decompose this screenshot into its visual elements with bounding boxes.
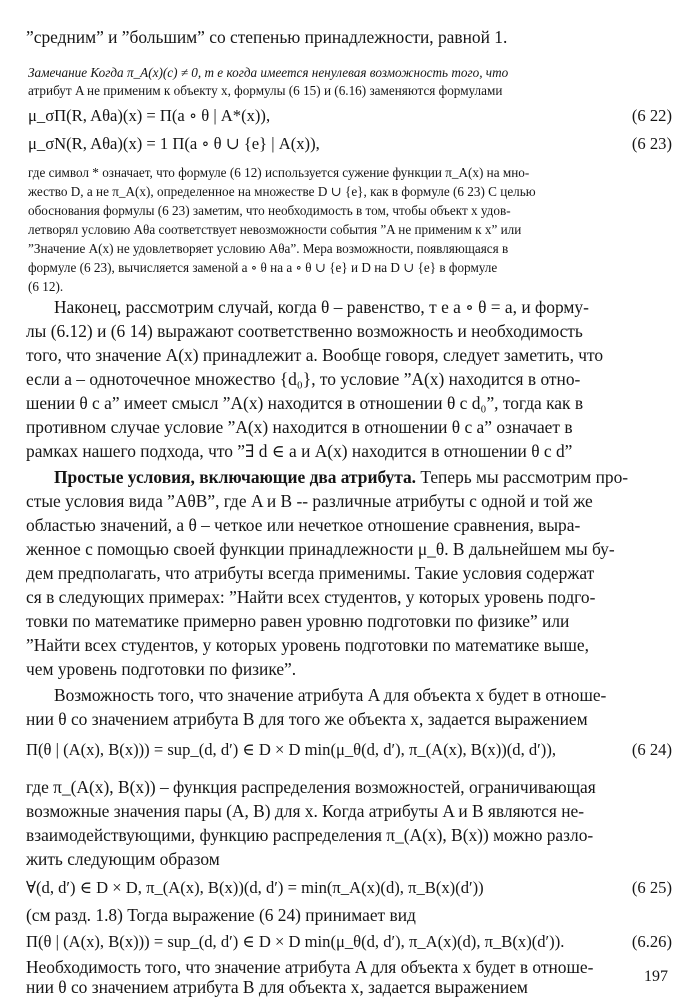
text-line: возможные значения пары (A, B) для x. Когда атрибуты A и B являются не- xyxy=(26,801,585,821)
remark-line: Замечание Когда π_A(x)(c) ≠ 0, т е когда имеется ненулевая возможность того, что xyxy=(28,65,509,80)
remark-line: формуле (6 23), вычисляется заменой a ∘ θ на a ∘ θ ∪ {e} и D на D ∪ {e} в формуле xyxy=(28,260,498,275)
text-line: противном случае условие ”A(x) находится в отношении θ c a” означает в xyxy=(26,417,573,437)
text-line: Наконец, рассмотрим случай, когда θ – равенство, т е a ∘ θ = a, и форму- xyxy=(54,297,589,317)
formula-text: μ_σΠ(R, Aθa)(x) = Π(a ∘ θ | A*(x)), xyxy=(28,106,271,125)
formula-6-22 xyxy=(28,104,672,128)
remark-line: (6 12). xyxy=(28,279,64,294)
equation-number: (6 24) xyxy=(631,740,672,759)
text-line: (см разд. 1.8) Тогда выражение (6 24) принимает вид xyxy=(26,905,416,925)
text-line: Возможность того, что значение атрибута A для объекта x будет в отноше- xyxy=(54,685,607,705)
text-line: областью значений, а θ – четкое или нечеткое отношение сравнения, выра- xyxy=(26,515,581,535)
text-span: Теперь мы рассмотрим про- xyxy=(416,467,629,487)
page-number: 197 xyxy=(644,968,668,985)
text-line: рамках нашего подхода, что ”∃ d ∈ a и A(x) находится в отношении θ c d” xyxy=(26,441,573,461)
remark-line: жество D, а не π_A(x), определенное на множестве D ∪ {e}, как в формуле (6 23) С целью xyxy=(28,184,536,199)
equation-number: (6 22) xyxy=(631,106,672,125)
text-line: нии θ со значением атрибута B для того же объекта x, задается выражением xyxy=(26,709,588,729)
text-line: чем уровень подготовки по физике”. xyxy=(26,659,297,679)
formula-text: Π(θ | (A(x), B(x))) = sup_(d, d′) ∈ D × D min(μ_θ(d, d′), π_A(x)(d), π_B(x)(d′)). xyxy=(26,932,565,951)
equation-number: (6.26) xyxy=(631,932,672,951)
text-line: взаимодействующими, функцию распределения π_(A(x), B(x)) можно разло- xyxy=(26,825,594,845)
equation-number: (6 23) xyxy=(631,134,672,153)
text-line: жить следующим образом xyxy=(26,849,220,869)
text-line: ся в следующих примерах: ”Найти всех студентов, у которых уровень подго- xyxy=(26,587,596,607)
section-heading: Простые условия, включающие два атрибута. xyxy=(54,467,417,487)
formula-6-23 xyxy=(28,132,672,156)
text-line: ”Найти всех студентов, у которых уровень подготовки по математике выше, xyxy=(26,635,589,655)
formula-6-26 xyxy=(26,930,672,954)
formula-6-24 xyxy=(26,738,672,762)
text-line: шении θ c a” имеет смысл ”A(x) находится в отношении θ c d₀”, тогда как в xyxy=(26,393,584,413)
text-line xyxy=(26,466,698,488)
remark-line: где символ * означает, что формуле (6 12) используется сужение функции π_A(x) на мно- xyxy=(28,165,530,180)
text-line: ”средним” и ”большим” со степенью принадлежности, равной 1. xyxy=(26,27,508,47)
remark-line: ”Значение A(x) не удовлетворяет условию Aθa”. Мера возможности, появляющаяся в xyxy=(28,241,509,256)
text-line: женное с помощью своей функции принадлежности μ_θ. В дальнейшем мы бу- xyxy=(26,539,615,559)
formula-text: Π(θ | (A(x), B(x))) = sup_(d, d′) ∈ D × D min(μ_θ(d, d′), π_(A(x), B(x))(d, d′)), xyxy=(26,740,556,759)
text-line: товки по математике примерно равен уровню подготовки по физике” или xyxy=(26,611,570,631)
remark-line: летворял условию Aθa соответствует невозможности события ”A не применим к x” или xyxy=(28,222,522,237)
formula-6-25 xyxy=(26,876,672,900)
text-line: дем предполагать, что атрибуты всегда применимы. Такие условия содержат xyxy=(26,563,595,583)
equation-number: (6 25) xyxy=(631,878,672,897)
text-line: нии θ со значением атрибута B для объекта x, задается выражением xyxy=(26,977,528,997)
formula-text: ∀(d, d′) ∈ D × D, π_(A(x), B(x))(d, d′) = min(π_A(x)(d), π_B(x)(d′)) xyxy=(26,878,484,897)
text-line: Необходимость того, что значение атрибута A для объекта x будет в отноше- xyxy=(26,957,594,977)
text-line: где π_(A(x), B(x)) – функция распределения возможностей, ограничивающая xyxy=(26,777,596,797)
text-line: лы (6.12) и (6 14) выражают соответственно возможность и необходимость xyxy=(26,321,583,341)
text-line: если a – одноточечное множество {d₀}, то условие ”A(x) находится в отно- xyxy=(26,369,581,389)
formula-text: μ_σN(R, Aθa)(x) = 1 Π(a ∘ θ ∪ {e} | A(x)), xyxy=(28,134,320,153)
remark-line: обоснования формулы (6 23) заметим, что необходимость в том, чтобы объект x удов- xyxy=(28,203,511,218)
remark-line: атрибут A не применим к объекту x, формулы (6 15) и (6.16) заменяются формулами xyxy=(28,83,503,98)
text-line: того, что значение A(x) принадлежит a. Вообще говоря, следует заметить, что xyxy=(26,345,604,365)
text-line: стые условия вида ”AθB”, где A и B -- различные атрибуты с одной и той же xyxy=(26,491,593,511)
